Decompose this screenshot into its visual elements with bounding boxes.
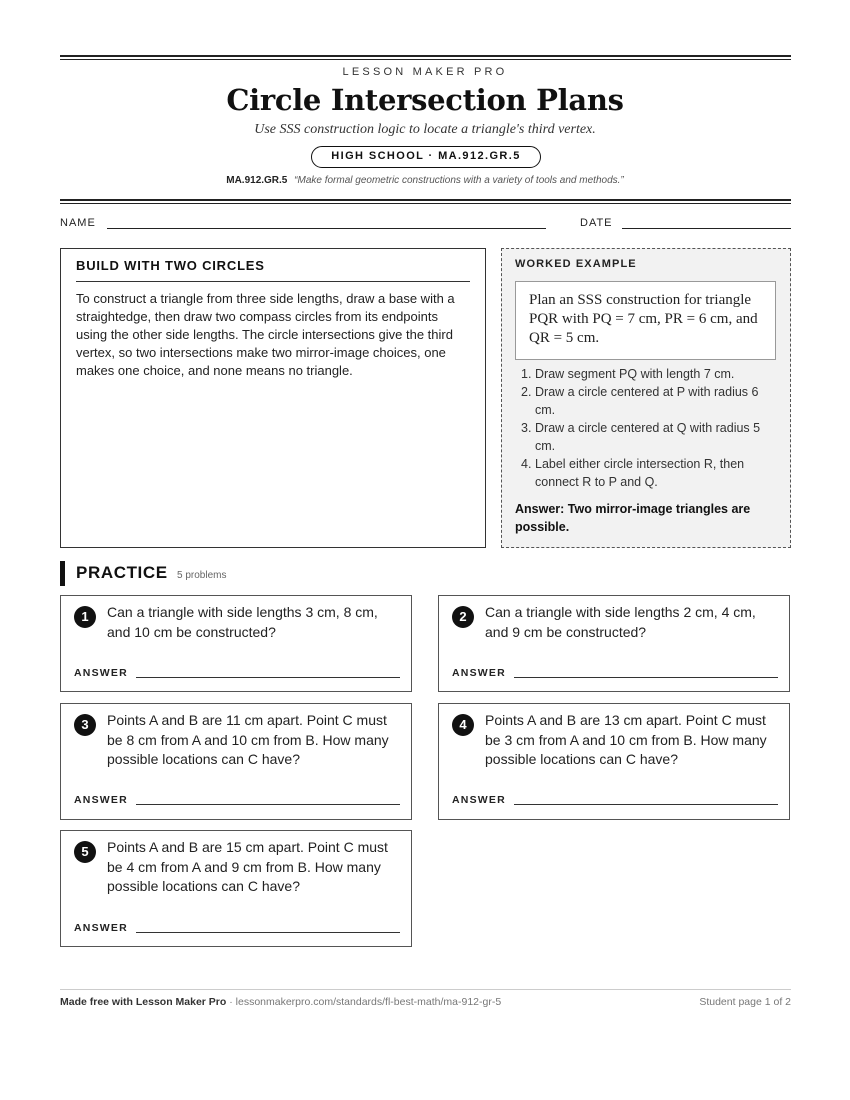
worked-example-answer: Answer: Two mirror-image triangles are possible.	[515, 502, 751, 534]
step-number: 1.	[521, 367, 532, 381]
step-text: Label either circle intersection R, then connect R to P and Q.	[535, 457, 745, 489]
problem-number-badge: 5	[74, 841, 96, 863]
standard-text: “Make formal geometric constructions with a variety of tools and methods.”	[294, 175, 624, 186]
standard-code: MA.912.GR.5	[226, 175, 288, 186]
problem-text: Points A and B are 13 cm apart. Point C must be 3 cm from A and 10 cm from B. How many possible locations can C have?	[485, 712, 767, 767]
step-number: 4.	[521, 457, 532, 471]
standard-line	[0, 175, 850, 186]
problem-number-badge: 3	[74, 714, 96, 736]
answer-label: ANSWER	[74, 794, 128, 806]
top-rule-inner	[60, 59, 791, 60]
answer-label: ANSWER	[452, 667, 506, 679]
problem-number-badge: 4	[452, 714, 474, 736]
step-item	[515, 383, 781, 419]
step-text: Draw segment PQ with length 7 cm.	[535, 367, 735, 381]
top-rule	[60, 55, 791, 57]
concept-divider	[76, 281, 470, 282]
footer-divider	[60, 989, 791, 990]
page-subtitle: Use SSS construction logic to locate a triangle's third vertex.	[254, 122, 596, 137]
footer-url: · lessonmakerpro.com/standards/fl-best-math/ma-912-gr-5	[226, 996, 502, 1008]
problem-text: Points A and B are 11 cm apart. Point C must be 8 cm from A and 10 cm from B. How many possible locations can C have?	[107, 712, 389, 767]
name-field[interactable]	[107, 228, 546, 229]
concept-heading: BUILD WITH TWO CIRCLES	[76, 258, 265, 273]
worked-example-steps	[515, 365, 781, 491]
step-number: 3.	[521, 421, 532, 435]
level-badge: HIGH SCHOOL · MA.912.GR.5	[311, 146, 541, 168]
step-item	[515, 365, 781, 383]
answer-field[interactable]	[514, 804, 778, 805]
answer-label: ANSWER	[74, 922, 128, 934]
step-item	[515, 419, 781, 455]
problem-text: Can a triangle with side lengths 2 cm, 4 cm, and 9 cm be constructed?	[485, 604, 756, 640]
concept-body: To construct a triangle from three side lengths, draw a base with a straightedge, then draw two compass circles from its endpoints using the other side lengths. The circle intersections give the third vertex, so two intersections make two mirror-image choices, one makes one choice, and none means no triangle.	[76, 291, 455, 378]
answer-field[interactable]	[514, 677, 778, 678]
date-label: DATE	[580, 217, 613, 229]
problem-card-1	[60, 595, 412, 692]
footer-maker: Made free with Lesson Maker Pro	[60, 996, 227, 1008]
problem-text: Can a triangle with side lengths 3 cm, 8 cm, and 10 cm be constructed?	[107, 604, 378, 640]
step-item	[515, 455, 781, 491]
brand-name: LESSON MAKER PRO	[342, 66, 508, 78]
practice-accent-bar	[60, 561, 65, 586]
problem-number-badge: 2	[452, 606, 474, 628]
step-number: 2.	[521, 385, 532, 399]
problem-card-3	[60, 703, 412, 820]
footer-page-number: Student page 1 of 2	[699, 996, 791, 1008]
worked-example-prompt: Plan an SSS construction for triangle PQR with PQ = 7 cm, PR = 6 cm, and QR = 5 cm.	[515, 281, 776, 360]
step-text: Draw a circle centered at Q with radius 5 cm.	[535, 421, 761, 453]
name-label: NAME	[60, 217, 96, 229]
practice-heading: PRACTICE	[76, 563, 168, 582]
answer-label: ANSWER	[74, 667, 128, 679]
practice-count: 5 problems	[177, 570, 227, 581]
page-title: Circle Intersection Plans	[226, 83, 624, 117]
problem-card-5	[60, 830, 412, 947]
worked-example-heading: WORKED EXAMPLE	[515, 258, 637, 270]
answer-field[interactable]	[136, 804, 400, 805]
step-text: Draw a circle centered at P with radius 6 cm.	[535, 385, 759, 417]
header-bottom-rule-inner	[60, 203, 791, 204]
problem-text: Points A and B are 15 cm apart. Point C must be 4 cm from A and 9 cm from B. How many possible locations can C have?	[107, 839, 388, 894]
answer-field[interactable]	[136, 932, 400, 933]
footer-credit	[60, 996, 501, 1008]
header-bottom-rule	[60, 199, 791, 201]
answer-field[interactable]	[136, 677, 400, 678]
date-field[interactable]	[622, 228, 791, 229]
answer-label: ANSWER	[452, 794, 506, 806]
problem-number-badge: 1	[74, 606, 96, 628]
problem-card-4	[438, 703, 790, 820]
problem-card-2	[438, 595, 790, 692]
